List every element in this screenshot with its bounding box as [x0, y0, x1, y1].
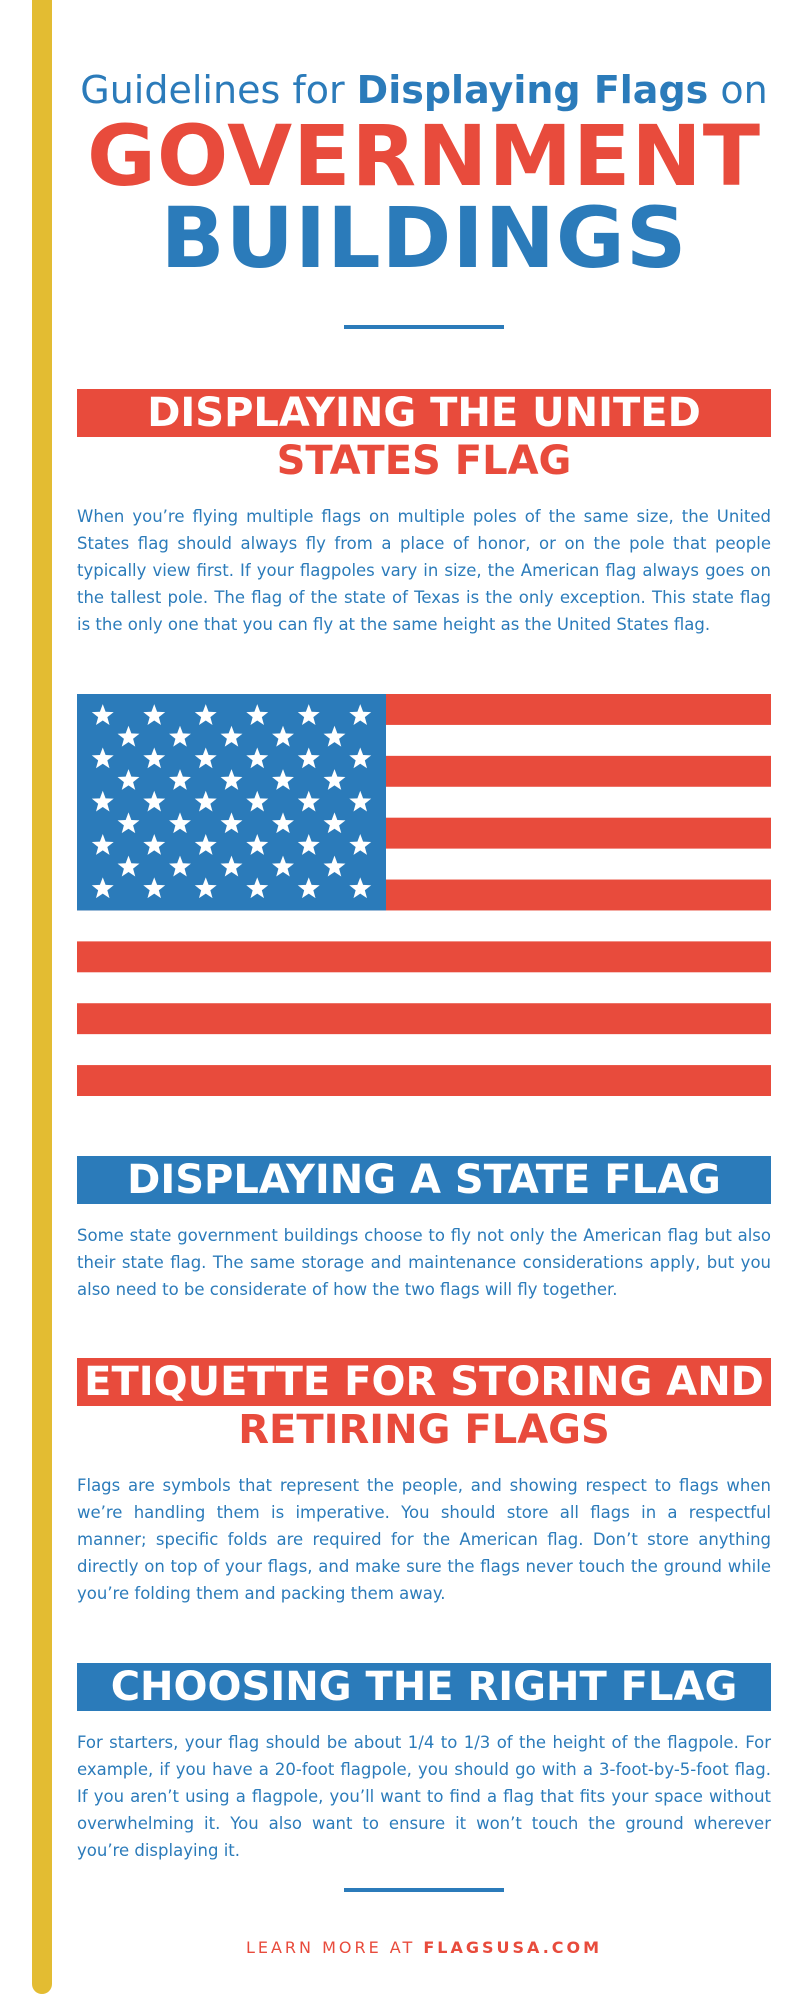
section-4-body: For starters, your flag should be about 1/4 to 1/3 of the height of the flagpole. For example, if you have a 20-foot flagpole, you should go with a 3-foot-by-5-foot flag. If you aren’t using a flagpole, you’ll want to find a flag that fits your space without overwhelming it. You also want to ensure it won’t touch the ground wherever you’re displaying it.	[77, 1733, 771, 1860]
section-3-heading: ETIQUETTE FOR STORING AND	[77, 1358, 771, 1406]
section-1-body: When you’re flying multiple flags on multiple poles of the same size, the United States flag should always fly from a place of honor, or on the pole that people typically view first. If your flagpoles vary in size, the American flag always goes on the tallest pole. The flag of the state of Texas is the only exception. This state flag is the only one that you can fly at the same height as the United States flag.	[77, 507, 771, 634]
section-3-subheading: RETIRING FLAGS	[238, 1407, 610, 1453]
bottom-divider	[344, 1888, 504, 1892]
title-bold-phrase: Displaying Flags	[356, 68, 709, 112]
title-line-1: Guidelines for Displaying Flags on	[80, 68, 768, 112]
decorative-side-bar	[32, 0, 52, 1994]
flag-stripe	[77, 941, 771, 972]
section-2-body: Some state government buildings choose to fly not only the American flag but also their state flag. The same storage and maintenance considerations apply, but you also need to be considerate of how the two flags will fly together.	[77, 1226, 771, 1299]
section-2-heading: DISPLAYING A STATE FLAG	[77, 1156, 771, 1204]
flag-stripe	[77, 1003, 771, 1034]
footer-cta: LEARN MORE AT FLAGSUSA.COM	[245, 1938, 603, 1957]
footer-website[interactable]: FLAGSUSA.COM	[423, 1938, 603, 1957]
section-1-heading: DISPLAYING THE UNITED	[77, 389, 771, 437]
us-flag-icon	[77, 694, 771, 1096]
section-4-heading: CHOOSING THE RIGHT FLAG	[77, 1663, 771, 1711]
top-divider	[344, 325, 504, 329]
flag-stripe	[77, 1065, 771, 1096]
title-buildings: BUILDINGS	[160, 189, 688, 287]
section-1-subheading: STATES FLAG	[276, 438, 572, 484]
title-government: GOVERNMENT	[86, 107, 762, 205]
section-3-body: Flags are symbols that represent the people, and showing respect to flags when we’re handling them is imperative. You should store all flags in a respectful manner; specific folds are required for the American flag. Don’t store anything directly on top of your flags, and make sure the flags never touch the ground while you’re folding them and packing them away.	[77, 1476, 771, 1603]
